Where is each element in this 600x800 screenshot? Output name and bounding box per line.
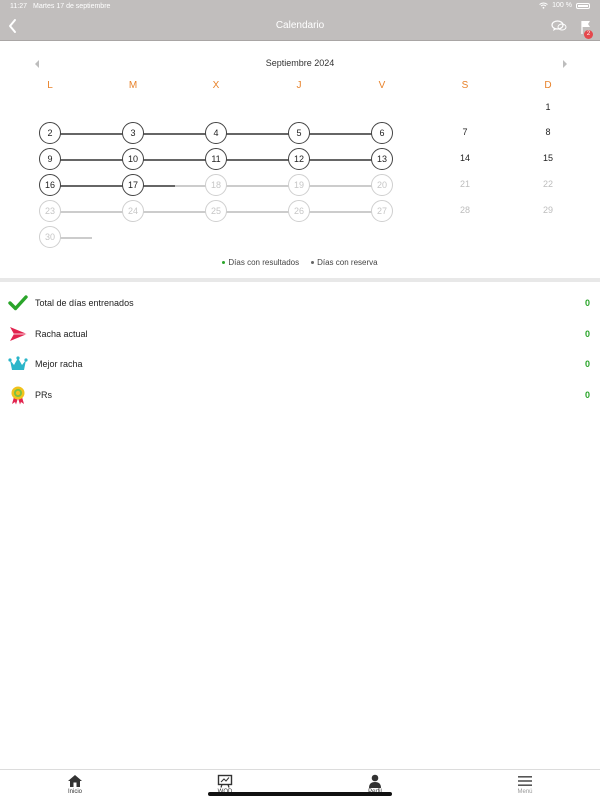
calendar-day[interactable]: 16 <box>39 174 61 196</box>
weekday-wednesday: X <box>212 80 220 91</box>
calendar-day[interactable]: 10 <box>122 148 144 170</box>
crown-icon <box>8 354 28 374</box>
battery-percent: 100 % <box>552 2 572 9</box>
legend-reservations-label: Días con reserva <box>317 258 378 267</box>
stat-best-streak <box>0 352 600 376</box>
calendar-day[interactable]: 21 <box>459 179 470 189</box>
legend-dot-gray-icon <box>311 261 314 264</box>
calendar-day[interactable]: 30 <box>39 226 61 248</box>
stat-current-streak <box>0 322 600 346</box>
home-icon <box>67 774 83 788</box>
top-bar <box>0 0 600 41</box>
paper-plane-icon <box>8 324 28 344</box>
stat-total-days <box>0 291 600 315</box>
tab-inicio[interactable] <box>45 770 105 800</box>
calendar-day[interactable]: 20 <box>371 174 393 196</box>
calendar-day[interactable]: 18 <box>205 174 227 196</box>
whiteboard-icon <box>217 774 233 788</box>
stat-label: Mejor racha <box>35 359 83 369</box>
stat-value: 0 <box>584 298 590 308</box>
status-bar <box>0 2 600 14</box>
tab-label: Inicio <box>67 789 82 795</box>
chat-icon[interactable] <box>551 19 567 33</box>
next-month-button[interactable] <box>561 59 569 69</box>
calendar-day[interactable]: 11 <box>205 148 227 170</box>
calendar-day[interactable]: 23 <box>39 200 61 222</box>
calendar-day[interactable]: 1 <box>545 102 551 112</box>
calendar-day[interactable]: 8 <box>545 127 551 137</box>
stat-value: 0 <box>584 390 590 400</box>
medal-icon <box>8 385 28 405</box>
stat-prs <box>0 383 600 407</box>
calendar-day[interactable]: 12 <box>288 148 310 170</box>
calendar-day[interactable]: 19 <box>288 174 310 196</box>
status-date: Martes 17 de septiembre <box>33 3 111 10</box>
calendar-day-today[interactable]: 17 <box>122 174 144 196</box>
calendar-day[interactable]: 15 <box>542 153 553 163</box>
home-indicator <box>208 792 392 796</box>
legend-results-label: Días con resultados <box>228 258 300 267</box>
legend-reservations <box>311 258 377 267</box>
notification-badge: 2 <box>584 30 593 39</box>
calendar-day[interactable]: 2 <box>39 122 61 144</box>
calendar-day[interactable]: 4 <box>205 122 227 144</box>
calendar-day[interactable]: 13 <box>371 148 393 170</box>
weekday-tuesday: M <box>128 80 138 91</box>
battery-icon <box>576 3 590 9</box>
month-title: Septiembre 2024 <box>265 58 335 68</box>
calendar-legend <box>0 258 600 267</box>
wifi-icon <box>539 2 548 9</box>
calendar-day[interactable]: 26 <box>288 200 310 222</box>
stat-label: Total de días entrenados <box>35 298 134 308</box>
calendar-day[interactable]: 24 <box>122 200 144 222</box>
calendar-day[interactable]: 14 <box>459 153 470 163</box>
legend-results <box>222 258 299 267</box>
section-divider <box>0 278 600 282</box>
stat-label: Racha actual <box>35 329 88 339</box>
tab-label: Menú <box>517 789 533 795</box>
calendar-day[interactable]: 3 <box>122 122 144 144</box>
status-right <box>539 2 590 9</box>
person-icon <box>367 774 383 788</box>
stat-label: PRs <box>35 390 53 400</box>
weekday-saturday: S <box>461 80 469 91</box>
stat-value: 0 <box>584 359 590 369</box>
calendar-day[interactable]: 29 <box>542 205 553 215</box>
calendar-day[interactable]: 25 <box>205 200 227 222</box>
checkmark-icon <box>8 293 28 313</box>
weekday-friday: V <box>378 80 386 91</box>
weekday-monday: L <box>47 80 53 91</box>
stat-value: 0 <box>584 329 590 339</box>
calendar-day[interactable]: 9 <box>39 148 61 170</box>
tab-menu[interactable] <box>495 770 555 800</box>
weekday-sunday: D <box>544 80 552 91</box>
page-title: Calendario <box>275 20 325 31</box>
calendar-day[interactable]: 7 <box>462 127 468 137</box>
hamburger-icon <box>517 774 533 788</box>
calendar-day[interactable]: 22 <box>542 179 553 189</box>
status-time: 11:27 <box>10 3 27 10</box>
calendar-day[interactable]: 6 <box>371 122 393 144</box>
calendar-day[interactable]: 27 <box>371 200 393 222</box>
calendar-day[interactable]: 28 <box>459 205 470 215</box>
calendar-day[interactable]: 5 <box>288 122 310 144</box>
reservation-line-week-4 <box>50 185 175 187</box>
weekday-thursday: J <box>296 80 302 91</box>
legend-dot-green-icon <box>222 261 225 264</box>
